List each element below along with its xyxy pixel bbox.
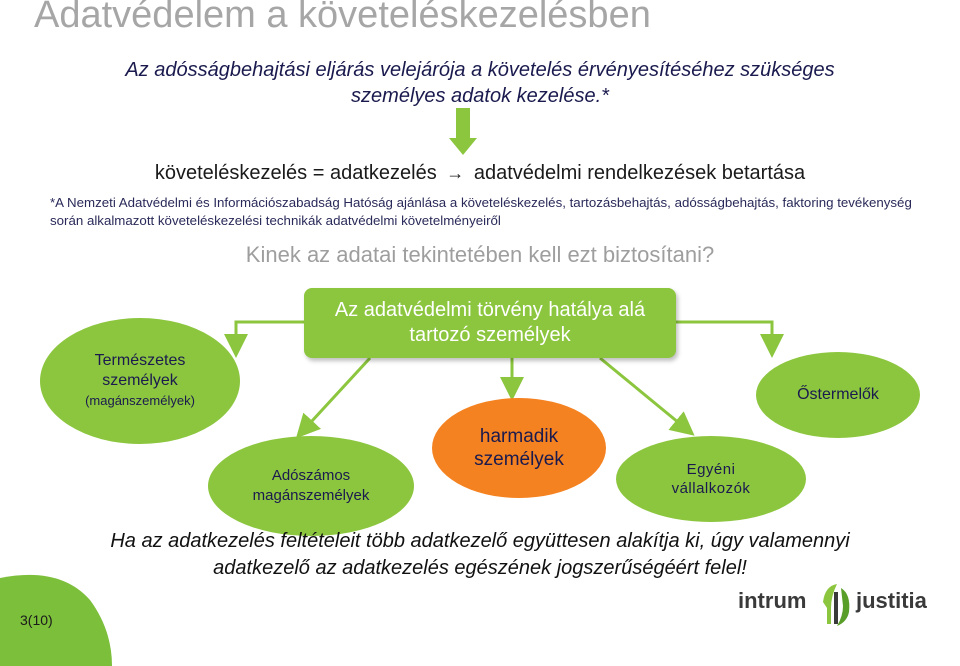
connector-natural: [236, 322, 304, 352]
logo-text-right: justitia: [856, 588, 927, 613]
third-persons-node: [432, 398, 606, 498]
tax-number-persons-node: [208, 436, 414, 536]
footnote: *A Nemzeti Adatvédelmi és Információszabadság Hatóság ajánlása a követeléskezelés, tartozásbehajtás, adósságbehajtás, faktoring tevékenység során alkalmazott követeléskezelési technikák adatvédelmi követelményeiről: [50, 195, 912, 228]
logo-text-left: intrum: [738, 588, 807, 613]
entrepreneurs-node: [616, 436, 806, 522]
tax-line2: magánszemélyek: [252, 487, 370, 504]
right-arrow-icon: →: [446, 163, 465, 183]
logo-mark-icon: [817, 582, 855, 626]
connector-farmers: [676, 322, 772, 352]
farmers-label: Őstermelők: [797, 386, 879, 403]
question-heading: Kinek az adatai tekintetében kell ezt biztosítani?: [245, 242, 715, 267]
natural-persons-node: [40, 318, 240, 444]
intrum-justitia-logo: [738, 582, 948, 626]
intro-text: Az adósságbehajtási eljárás velejárója a követelés érvényesítéséhez szükséges személyes adatok kezelése.*: [125, 59, 835, 107]
bottom-note: Ha az adatkezelés feltételeit több adatkezelő együttesen alakítja ki, úgy valamennyi adatkezelő az adatkezelés egészének jogszerűségéért felel!: [110, 530, 850, 579]
entre-line2: vállalkozók: [671, 480, 751, 497]
farmers-node: [756, 352, 920, 438]
natural-line1: Természetes: [94, 352, 186, 369]
tax-line1: Adószámos: [271, 467, 351, 484]
natural-line2: személyek: [102, 372, 178, 389]
natural-line3: (magánszemélyek): [85, 393, 195, 408]
entre-line1: Egyéni: [686, 461, 736, 478]
page-title: Adatvédelem a követeléskezelésben: [34, 0, 651, 36]
center-node: [304, 288, 676, 358]
connector-tax: [300, 358, 370, 434]
page-number: 3(10): [20, 612, 53, 628]
center-line1: Az adatvédelmi törvény hatálya alá: [334, 299, 646, 321]
formula-left: követeléskezelés = adatkezelés: [154, 162, 437, 184]
connector-entrepreneurs: [600, 358, 690, 432]
third-line1: harmadik: [479, 426, 559, 447]
formula-right: adatvédelmi rendelkezések betartása: [473, 162, 806, 184]
third-line2: személyek: [474, 449, 564, 470]
center-line2: tartozó személyek: [409, 324, 571, 346]
